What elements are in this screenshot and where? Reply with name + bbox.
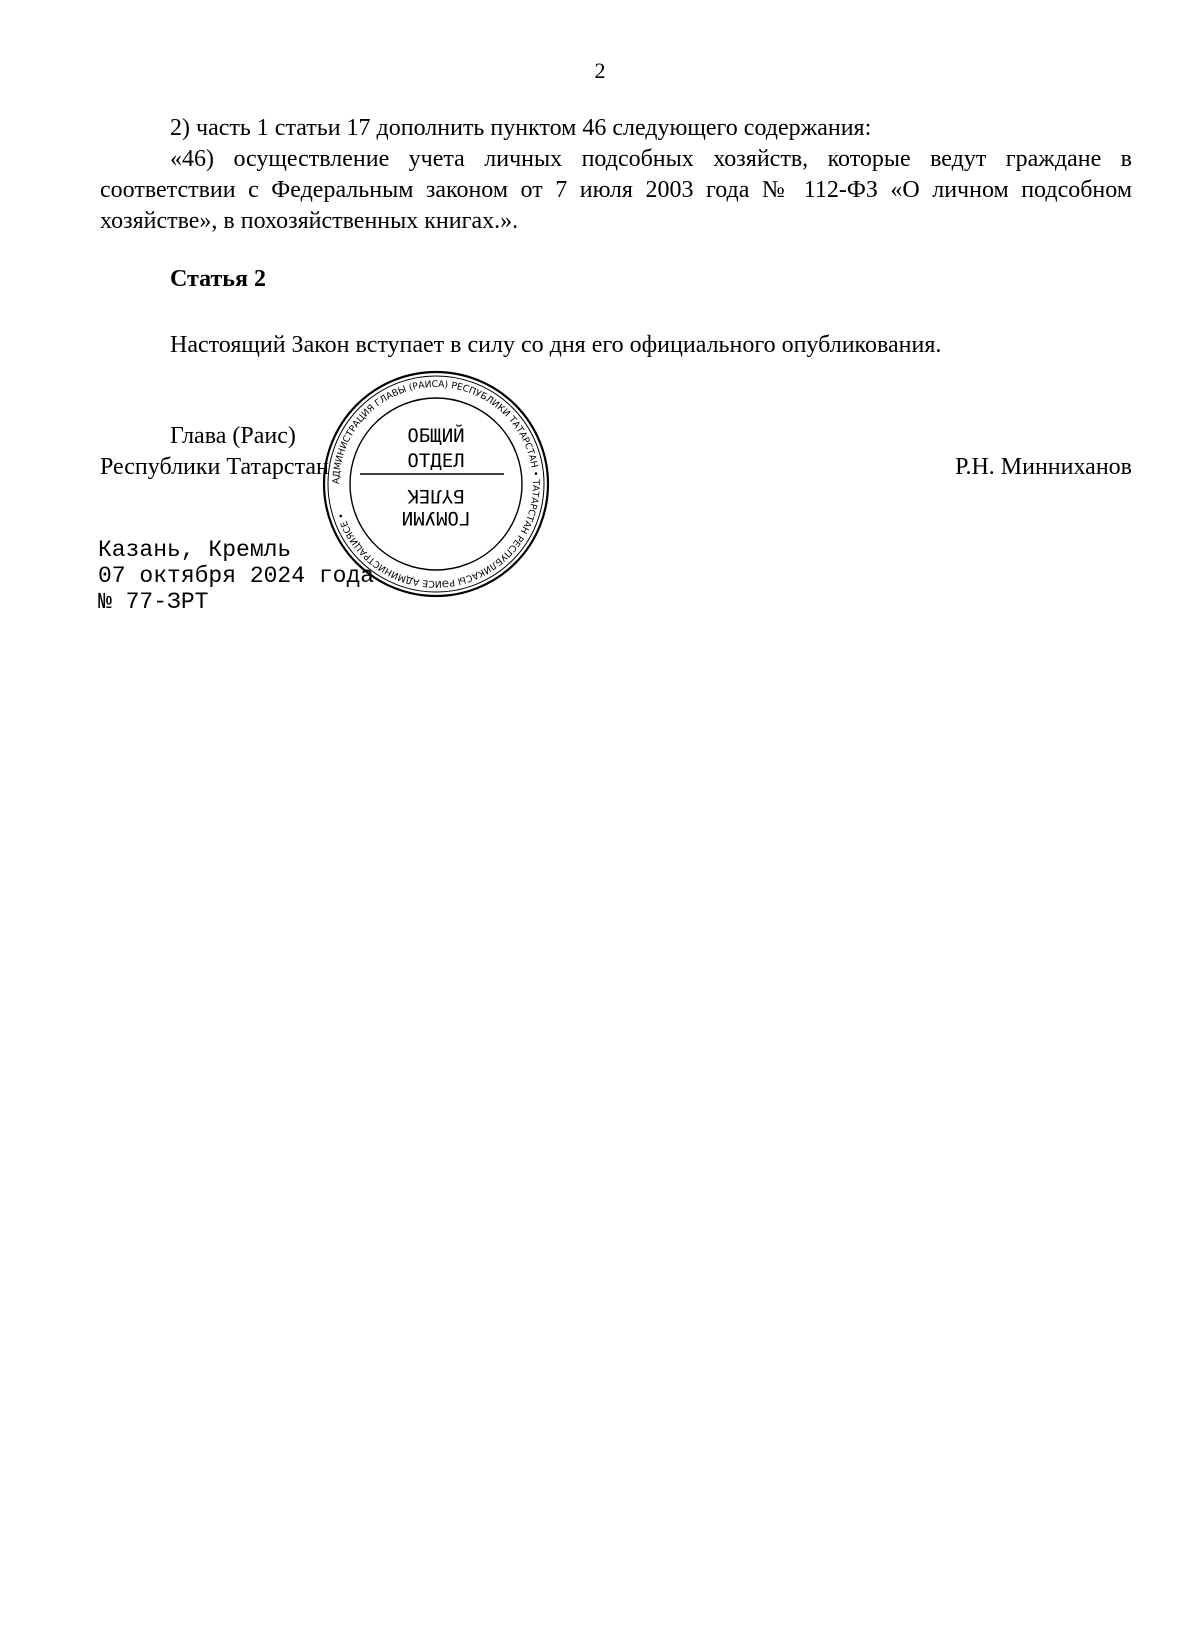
amendment-item-text — [100, 144, 1132, 237]
amendment-item-intro — [100, 113, 1132, 144]
article-2-text: Настоящий Закон вступает в силу со дня его официального опубликования. — [170, 332, 942, 358]
stamp-line-2: ОТДЕЛ — [407, 450, 465, 472]
stamp-ring-text: АДМИНИСТРАЦИЯ ГЛАВЫ (РАИСА) РЕСПУБЛИКИ ТАТАРСТАН • ТАТАРСТАН РЕСПУБЛИКАСЫ РӘИСЕ АДМИНИСТРАЦИЯСЕ • — [330, 378, 542, 590]
article-2-heading: Статья 2 — [170, 266, 266, 292]
signatory-title-line1: Глава (Раис) — [170, 423, 296, 449]
page-number: 2 — [594, 58, 606, 83]
place-date-block — [98, 537, 374, 615]
place-city: Казань, Кремль — [98, 537, 292, 563]
law-number: № 77-ЗРТ — [98, 589, 209, 615]
amendment-item-paragraph: «46) осуществление учета личных подсобных хозяйств, которые ведут граждане в соответствии с Федеральным законом от 7 июля 2003 года № 112-ФЗ «О личном подсобном хозяйстве», в похозяйственных книгах.». — [100, 146, 1132, 234]
stamp-line-4: БҮЛЕК — [407, 485, 465, 507]
stamp-line-1: ОБЩИЙ — [407, 425, 465, 447]
stamp-line-3: ГОМУМИ — [401, 507, 471, 529]
amendment-intro-text: 2) часть 1 статьи 17 дополнить пунктом 46 следующего содержания: — [170, 115, 872, 141]
signatory-name: Р.Н. Минниханов — [955, 454, 1132, 480]
place-date: 07 октября 2024 года — [98, 563, 375, 589]
signatory-title-line2: Республики Татарстан — [100, 454, 329, 480]
